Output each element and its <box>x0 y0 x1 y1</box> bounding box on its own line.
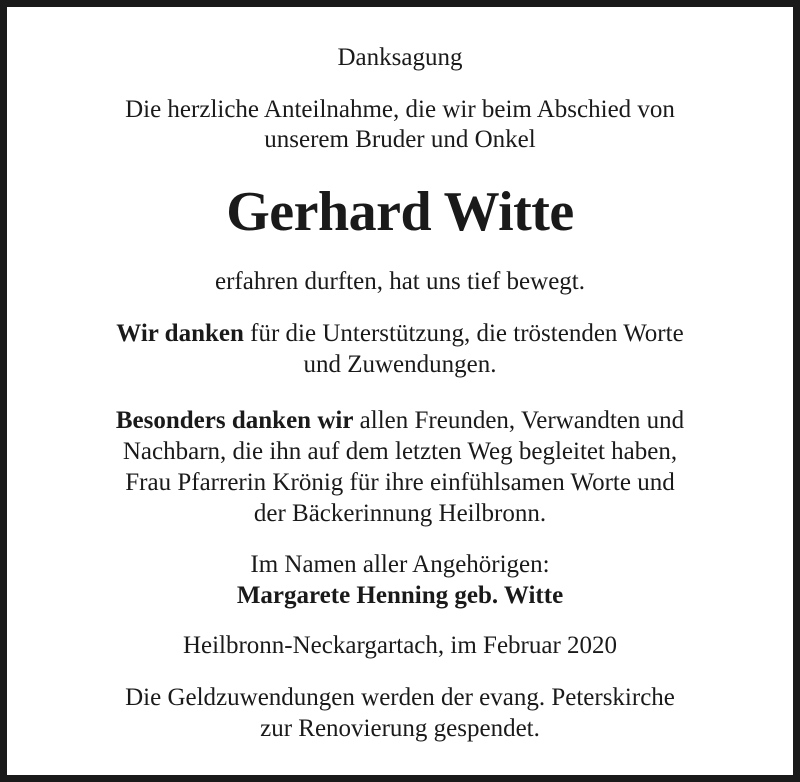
thanks-line-1-rest: für die Unterstützung, die tröstenden Worte <box>243 320 684 347</box>
signature-line-1: Im Namen aller Angehörigen: <box>250 551 550 578</box>
special-thanks-line-4: der Bäckerinnung Heilbronn. <box>253 500 547 527</box>
thanks-line-1 <box>7 319 793 349</box>
place-date: Heilbronn-Neckargartach, im Februar 2020 <box>182 632 618 659</box>
deceased-name: Gerhard Witte <box>226 181 574 243</box>
intro-line-1: Die herzliche Anteilnahme, die wir beim Abschied von <box>125 96 675 123</box>
special-thanks-line-3: Frau Pfarrerin Krönig für ihre einfühlsamen Worte und <box>125 469 675 496</box>
special-thanks-line-2: Nachbarn, die ihn auf dem letzten Weg begleitet haben, <box>122 438 678 465</box>
special-thanks-line-1-rest: allen Freunden, Verwandten und <box>353 407 685 434</box>
notice-heading: Danksagung <box>337 44 463 71</box>
donation-line-1: Die Geldzuwendungen werden der evang. Peterskirche <box>125 684 675 711</box>
signature-name: Margarete Henning geb. Witte <box>236 582 564 609</box>
special-thanks-lead: Besonders danken wir <box>115 407 354 434</box>
special-thanks-line-1 <box>7 406 793 436</box>
moved-line: erfahren durften, hat uns tief bewegt. <box>215 268 585 295</box>
thanks-line-2: und Zuwendungen. <box>303 351 497 378</box>
thanks-lead: Wir danken <box>116 320 244 347</box>
donation-line-2: zur Renovierung gespendet. <box>260 715 540 742</box>
intro-line-2: unserem Bruder und Onkel <box>264 126 536 153</box>
